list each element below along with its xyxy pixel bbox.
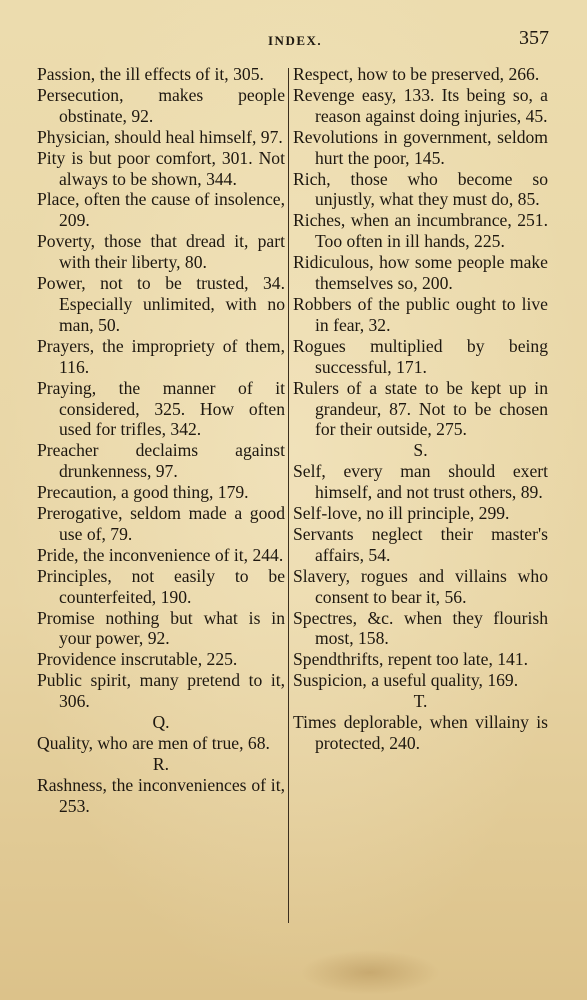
index-entry: Public spirit, many pretend to it, 306. <box>37 670 285 712</box>
index-entry: Servants neglect their master's affairs, 54. <box>293 523 548 565</box>
section-letter: S. <box>413 440 428 461</box>
section-letter: R. <box>152 753 170 774</box>
paper-stain <box>300 950 440 995</box>
index-entry: Promise nothing but what is in your power, 92. <box>37 607 285 649</box>
index-entry: Pride, the inconvenience of it, 244. <box>37 544 284 565</box>
index-entry: Revenge easy, 133. Its being so, a reason against doing injuries, 45. <box>293 84 548 126</box>
index-entry: Pity is but poor comfort, 301. Not always to be shown, 344. <box>37 147 285 189</box>
section-letter: Q. <box>152 712 170 733</box>
index-column-right <box>293 64 548 754</box>
index-entry: Physician, should heal himself, 97. <box>37 126 283 147</box>
index-entry: Preacher declaims against drunkenness, 97. <box>37 440 285 482</box>
index-entry: Times deplorable, when villainy is protected, 240. <box>293 712 548 753</box>
index-entry: Self, every man should exert himself, and not trust others, 89. <box>293 461 548 503</box>
index-entry: Persecution, makes people obstinate, 92. <box>37 84 285 126</box>
index-entry: Self-love, no ill principle, 299. <box>293 503 510 524</box>
index-entry: Ridiculous, how some people make themselves so, 200. <box>293 252 548 294</box>
index-entry: Place, often the cause of insolence, 209. <box>37 189 285 231</box>
index-entry: Spendthrifts, repent too late, 141. <box>293 649 529 670</box>
index-entry: Quality, who are men of true, 68. <box>37 733 270 753</box>
index-entry: Rogues multiplied by being successful, 171. <box>293 335 548 377</box>
section-letter: T. <box>413 691 428 712</box>
index-entry: Prayers, the impropriety of them, 116. <box>37 335 285 377</box>
index-entry: Riches, when an incumbrance, 251. Too often in ill hands, 225. <box>293 210 548 252</box>
index-entry: Precaution, a good thing, 179. <box>37 482 249 503</box>
index-entry: Revolutions in government, seldom hurt the poor, 145. <box>293 126 548 168</box>
index-entry: Robbers of the public ought to live in fear, 32. <box>293 293 548 335</box>
index-entry: Praying, the manner of it considered, 325. How often used for trifles, 342. <box>37 377 285 440</box>
index-entry: Rulers of a state to be kept up in grandeur, 87. Not to be chosen for their outside, 275. <box>293 377 548 440</box>
page-number: 357 <box>519 27 549 49</box>
index-entry: Rich, those who become so unjustly, what they must do, 85. <box>293 168 548 210</box>
index-entry: Power, not to be trusted, 34. Especially unlimited, with no man, 50. <box>37 273 285 335</box>
index-entry: Spectres, &c. when they flourish most, 158. <box>293 607 548 649</box>
index-entry: Prerogative, seldom made a good use of, 79. <box>37 503 285 544</box>
header-title: INDEX. <box>268 33 323 48</box>
index-entry: Providence inscrutable, 225. <box>37 649 238 670</box>
column-divider <box>288 68 289 923</box>
index-column-left <box>37 64 285 817</box>
index-entry: Passion, the ill effects of it, 305. <box>37 64 264 84</box>
index-entry: Respect, how to be preserved, 266. <box>293 64 540 84</box>
index-entry: Slavery, rogues and villains who consent to bear it, 56. <box>293 565 548 607</box>
index-entry: Principles, not easily to be counterfeited, 190. <box>37 565 285 607</box>
running-header <box>0 27 587 51</box>
index-entry: Suspicion, a useful quality, 169. <box>293 670 519 691</box>
index-entry: Poverty, those that dread it, part with their liberty, 80. <box>37 231 285 273</box>
index-entry: Rashness, the inconveniences of it, 253. <box>37 774 285 816</box>
